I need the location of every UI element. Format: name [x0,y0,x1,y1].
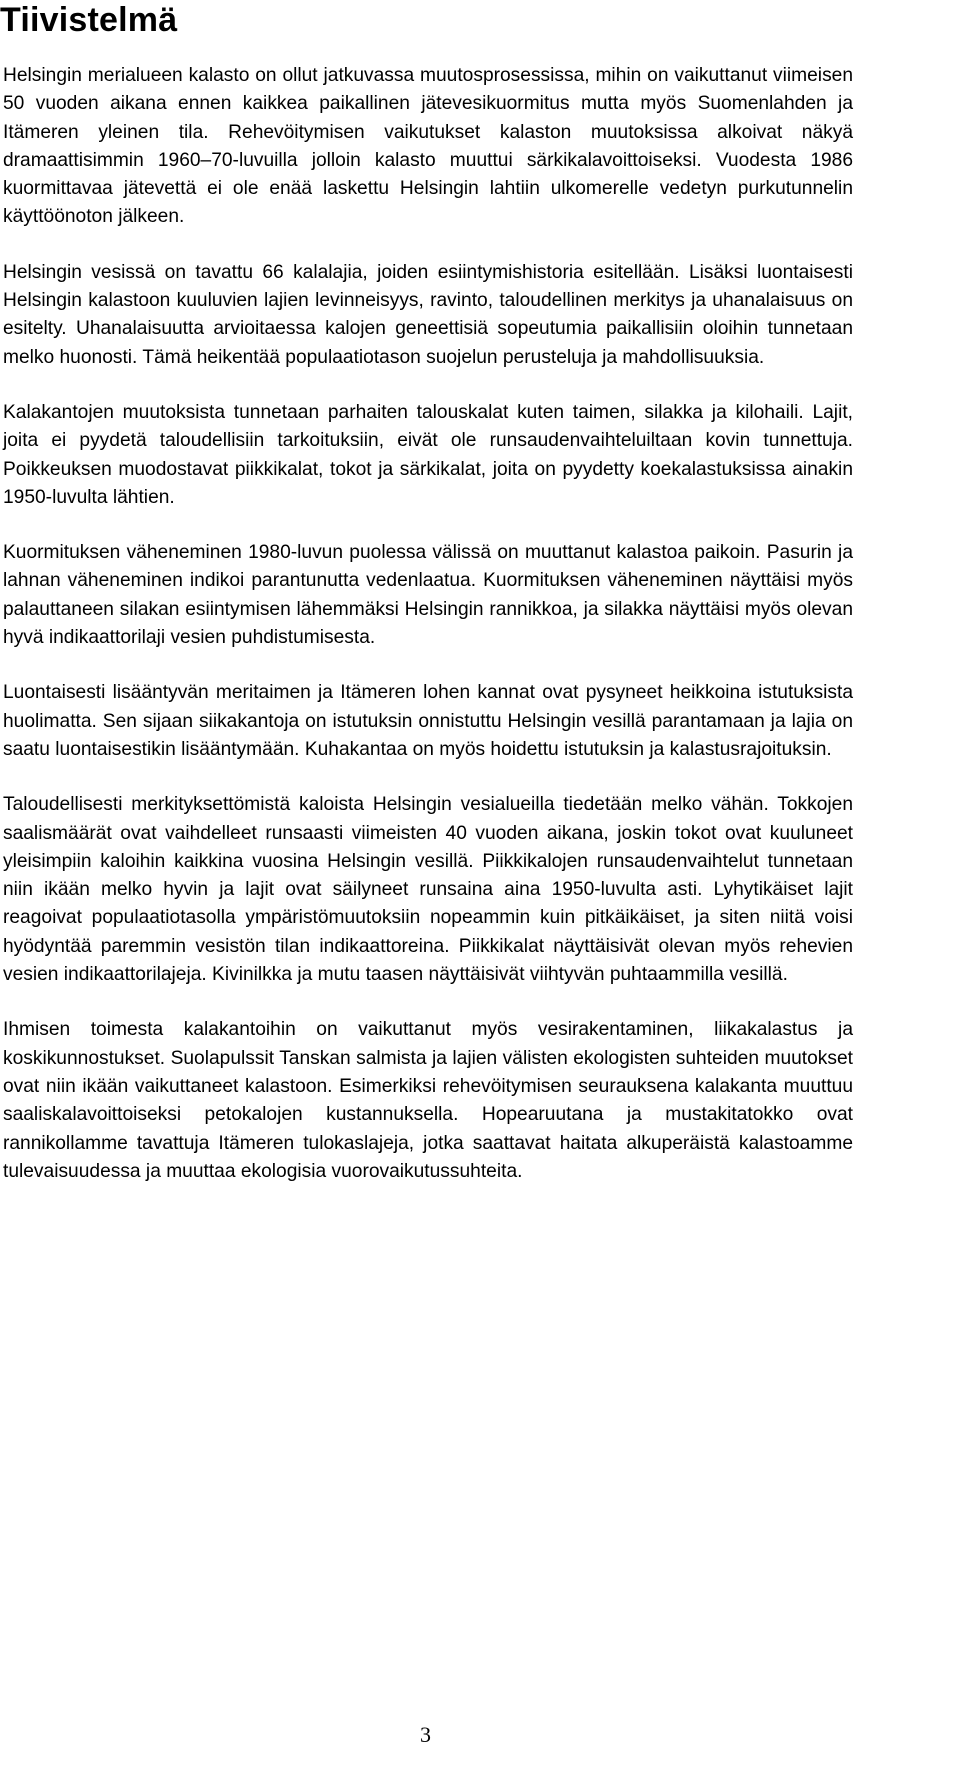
page-number: 3 [420,1722,431,1747]
paragraph: Kuormituksen väheneminen 1980-luvun puolessa välissä on muuttanut kalastoa paikoin. Pasurin ja lahnan väheneminen indikoi parantunutta vedenlaatua. Kuormituksen väheneminen näyttäisi myös palauttaneen silakan esiintymisen lähemmäksi Helsingin rannikkoa, ja silakka näyttäisi myös olevan hyvä indikaattorilaji vesien puhdistumisesta. [3,542,853,649]
paragraph: Luontaisesti lisääntyvän meritaimen ja Itämeren lohen kannat ovat pysyneet heikkoina istutuksista huolimatta. Sen sijaan siikakantoja on istutuksin onnistuttu Helsingin vesillä parantamaan ja lajia on saatu luontaisestikin lisääntymään. Kuhakantaa on myös hoidettu istutuksin ja kalastusrajoituksin. [3,682,853,760]
paragraph: Helsingin merialueen kalasto on ollut jatkuvassa muutosprosessissa, mihin on vaikuttanut viimeisen 50 vuoden aikana ennen kaikkea paikallinen jätevesikuormitus mutta myös Suomenlahden ja Itämeren yleinen tila. Rehevöitymisen vaikutukset kalaston muutoksissa alkoivat näkyä dramaattisimmin 1960–70-luvuilla jolloin kalasto muuttui särkikalavoittoiseksi. Vuodesta 1986 kuormittavaa jätevettä ei ole enää laskettu Helsingin lahtiin ulkomerelle vedetyn purkutunnelin käyttöönoton jälkeen. [3,65,853,228]
body-text [3,62,853,1213]
paragraph: Kalakantojen muutoksista tunnetaan parhaiten talouskalat kuten taimen, silakka ja kilohaili. Lajit, joita ei pyydetä taloudellisiin tarkoituksiin, eivät ole runsaudenvaihteluiltaan kovin tunnettuja. Poikkeuksen muodostavat piikkikalat, tokot ja särkikalat, joita on pyydetty koekalastuksissa ainakin 1950-luvulta lähtien. [3,401,853,508]
paragraph: Helsingin vesissä on tavattu 66 kalalajia, joiden esiintymishistoria esitellään. Lisäksi luontaisesti Helsingin kalastoon kuuluvien lajien levinneisyys, ravinto, taloudellinen merkitys ja uhanalaisuus on esitelty. Uhanalaisuutta arvioitaessa kalojen geneettisiä sopeutumia paikallisiin oloihin tunnetaan melko huonosti. Tämä heikentää populaatiotason suojelun perusteluja ja mahdollisuuksia. [3,261,853,368]
page-title: Tiivistelmä [0,1,178,39]
paragraph: Taloudellisesti merkityksettömistä kaloista Helsingin vesialueilla tiedetään melko vähän. Tokkojen saalismäärät ovat vaihdelleet runsaasti viimeisten 40 vuoden aikana, joskin tokot ovat kuuluneet yleisimpiin kaloihin kaikkina vuosina Helsingin vesillä. Piikkikalojen runsaudenvaihtelut tunnetaan niin ikään melko hyvin ja lajit ovat säilyneet runsaina aina 1950-luvulta asti. Lyhytikäiset lajit reagoivat populaatiotasolla ympäristömuutoksiin nopeammin kuin pitkäikäiset, ja siten niitä voisi hyödyntää paremmin vesistön tilan indikaattoreina. Piikkikalat näyttäisivät olevan myös rehevien vesien indikaattorilajeja. Kivinilkka ja mutu taasen näyttäisivät viihtyvän puhtaammilla vesillä. [3,794,853,986]
paragraph: Ihmisen toimesta kalakantoihin on vaikuttanut myös vesirakentaminen, liikakalastus ja koskikunnostukset. Suolapulssit Tanskan salmista ja lajien välisten ekologisten suhteiden muutokset ovat niin ikään vaikuttaneet kalastoon. Esimerkiksi rehevöitymisen seurauksena kalakanta muuttuu saaliskalavoittoiseksi petokalojen kustannuksella. Hopearuutana ja mustakitatokko ovat rannikollamme tavattuja Itämeren tulokaslajeja, jotka saattavat haitata alkuperäistä kalastoamme tulevaisuudessa ja muuttaa ekologisia vuorovaikutussuhteita. [3,1019,853,1182]
